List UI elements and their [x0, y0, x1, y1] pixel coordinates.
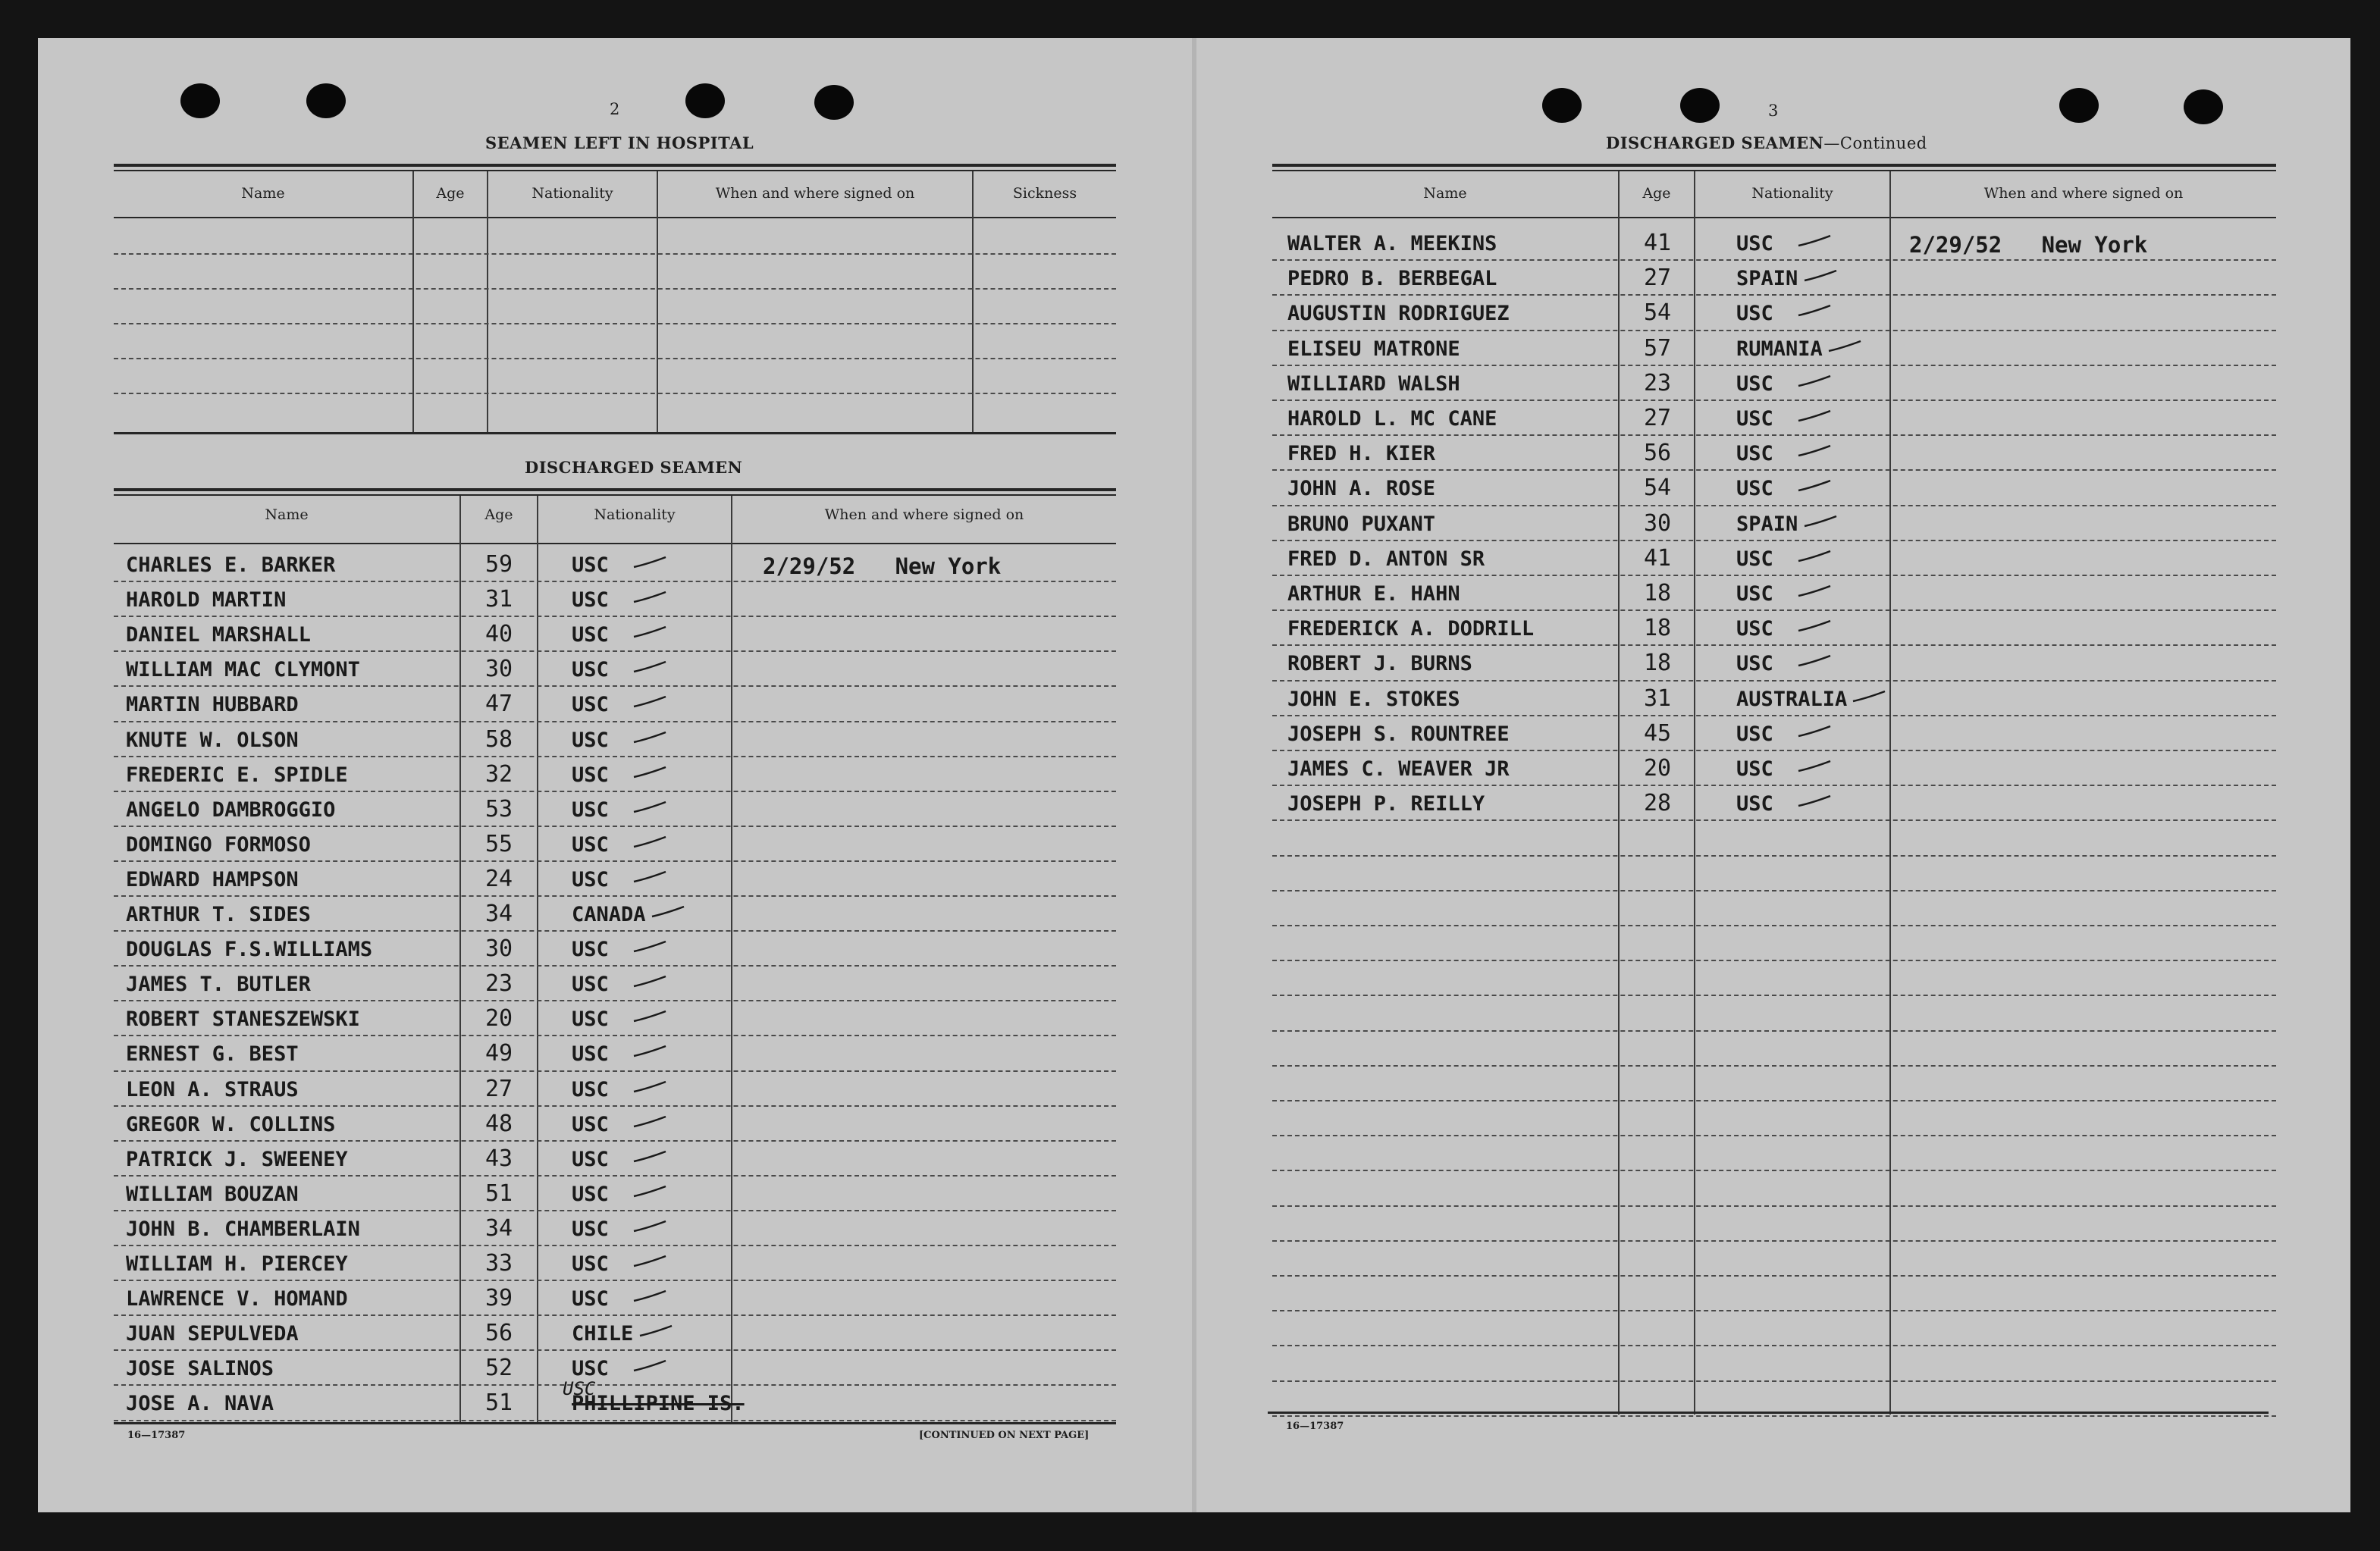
seaman-age: 51: [484, 1390, 513, 1417]
discharged-continued-title: [1606, 133, 1927, 152]
table-row: [114, 1038, 1116, 1071]
rule: [114, 1422, 1116, 1424]
seaman-age: 18: [1643, 650, 1672, 677]
seaman-nationality: USC: [572, 797, 609, 822]
table-row: [114, 724, 1116, 757]
check-mark-icon: [632, 1184, 667, 1199]
seaman-nationality: USC: [572, 832, 609, 857]
check-mark-icon: [632, 870, 667, 885]
seaman-name: FRED D. ANTON SR: [1287, 547, 1485, 571]
seaman-nationality: USC: [572, 763, 609, 787]
hospital-section-title: SEAMEN LEFT IN HOSPITAL: [485, 133, 754, 152]
table-row: [114, 759, 1116, 792]
table-row: [114, 653, 1116, 687]
seaman-nationality: USC: [1736, 442, 1773, 466]
seaman-age: 33: [484, 1250, 513, 1277]
table-row: [1272, 368, 2276, 401]
table-row: [114, 1352, 1116, 1386]
seaman-nationality: CANADA: [572, 903, 646, 926]
seaman-name: ROBERT STANESZEWSKI: [126, 1007, 360, 1032]
seaman-age: 31: [484, 586, 513, 613]
check-mark-icon: [632, 939, 667, 954]
punch-hole: [1542, 88, 1582, 123]
seaman-age: 32: [484, 760, 513, 788]
table-row: [114, 829, 1116, 862]
check-mark-icon: [1797, 443, 1832, 459]
seaman-name: JOHN B. CHAMBERLAIN: [126, 1217, 360, 1241]
seaman-name: JOSE SALINOS: [126, 1357, 274, 1381]
row-rule: [1272, 1275, 2276, 1277]
row-rule: [1272, 1205, 2276, 1207]
seaman-nationality: USC: [1736, 547, 1773, 571]
rule: [114, 432, 1116, 434]
seaman-age: 23: [1643, 369, 1672, 396]
row-rule: [1272, 1065, 2276, 1067]
seaman-age: 49: [484, 1040, 513, 1067]
seaman-nationality: RUMANIA: [1736, 337, 1823, 361]
rule: [1272, 217, 2276, 218]
seaman-nationality: USC: [572, 1287, 609, 1311]
seaman-name: FREDERIC E. SPIDLE: [126, 763, 348, 787]
check-mark-icon: [632, 590, 667, 605]
check-mark-icon: [1797, 303, 1832, 318]
rule: [114, 217, 1116, 218]
seaman-age: 34: [484, 1214, 513, 1242]
row-rule: [1272, 995, 2276, 996]
check-mark-icon: [1797, 584, 1832, 599]
seaman-name: LAWRENCE V. HOMAND: [126, 1287, 348, 1311]
seaman-name: JOSEPH P. REILLY: [1287, 792, 1485, 816]
seaman-nationality: USC: [572, 1147, 609, 1171]
table-row: [1272, 543, 2276, 576]
seaman-nationality: USC: [1736, 407, 1773, 431]
seaman-name: FREDERICK A. DODRILL: [1287, 617, 1535, 641]
punch-hole: [306, 83, 346, 118]
seaman-nationality: USC: [572, 1252, 609, 1276]
rule: [1268, 1412, 2269, 1414]
seaman-name: JAMES T. BUTLER: [126, 973, 311, 997]
table-row: [114, 1178, 1116, 1211]
handwritten-correction: USC: [563, 1378, 596, 1399]
seaman-name: PEDRO B. BERBEGAL: [1287, 267, 1497, 291]
table-row: [114, 584, 1116, 617]
row-rule: [114, 288, 1116, 290]
table-row: [1272, 437, 2276, 471]
table-row: [114, 1073, 1116, 1107]
table-row: [114, 1283, 1116, 1316]
seaman-name: MARTIN HUBBARD: [126, 693, 299, 717]
seaman-age: 31: [1643, 685, 1672, 712]
seaman-age: 34: [484, 901, 513, 927]
seaman-name: WILLIAM H. PIERCEY: [126, 1252, 348, 1276]
row-rule: [1272, 1170, 2276, 1171]
seaman-name: ARTHUR E. HAHN: [1287, 582, 1460, 606]
table-row: [1272, 403, 2276, 436]
check-mark-icon: [1803, 514, 1838, 529]
seaman-age: 48: [484, 1110, 513, 1137]
seaman-age: 20: [1643, 755, 1672, 782]
seaman-nationality: USC: [1736, 722, 1773, 746]
page-fold: [1192, 38, 1196, 1512]
check-mark-icon: [632, 730, 667, 745]
table-row: [1272, 718, 2276, 751]
seaman-name: HAROLD L. MC CANE: [1287, 407, 1497, 431]
page-number: 2: [610, 100, 620, 118]
seaman-name: JOSE A. NAVA: [126, 1392, 274, 1416]
seaman-nationality: PHILLIPINE IS.: [572, 1392, 745, 1416]
seaman-name: HAROLD MARTIN: [126, 588, 287, 613]
row-rule: [1272, 1345, 2276, 1346]
seaman-name: FRED H. KIER: [1287, 442, 1436, 466]
seaman-nationality: USC: [572, 623, 609, 647]
rule: [114, 543, 1116, 544]
punch-hole: [1680, 88, 1720, 123]
continued-note: [CONTINUED ON NEXT PAGE]: [919, 1430, 1090, 1441]
row-rule: [1272, 1310, 2276, 1311]
table-row: [1272, 472, 2276, 506]
seaman-nationality: SPAIN: [1736, 512, 1798, 536]
seaman-nationality: USC: [572, 588, 609, 613]
column-header-name: Name: [241, 185, 285, 202]
row-rule: [1272, 890, 2276, 891]
table-row: [1272, 578, 2276, 611]
seaman-nationality: USC: [1736, 371, 1773, 396]
rule: [1272, 170, 2276, 171]
table-row: [114, 933, 1116, 967]
seaman-name: JOHN A. ROSE: [1287, 477, 1436, 501]
seaman-nationality: USC: [1736, 302, 1773, 326]
row-rule: [1272, 1135, 2276, 1136]
check-mark-icon: [632, 1219, 667, 1234]
seaman-name: JOSEPH S. ROUNTREE: [1287, 722, 1510, 746]
row-rule: [1272, 1380, 2276, 1382]
check-mark-icon: [1797, 409, 1832, 424]
column-header-nationality: Nationality: [594, 506, 676, 523]
seaman-age: 55: [484, 830, 513, 857]
seaman-age: 23: [484, 970, 513, 998]
check-mark-icon: [1797, 549, 1832, 564]
seaman-nationality: USC: [572, 1042, 609, 1067]
seaman-nationality: USC: [1736, 792, 1773, 816]
table-row: [114, 549, 1116, 582]
seaman-age: 43: [484, 1145, 513, 1172]
seaman-age: 24: [484, 865, 513, 892]
check-mark-icon: [1797, 724, 1832, 739]
seaman-age: 53: [484, 795, 513, 822]
rule: [114, 170, 1116, 171]
row-rule: [1272, 1415, 2276, 1417]
seaman-name: WALTER A. MEEKINS: [1287, 232, 1497, 255]
check-mark-icon: [1797, 794, 1832, 809]
seaman-name: WILLIARD WALSH: [1287, 371, 1460, 396]
rule: [114, 494, 1116, 496]
punch-hole: [180, 83, 220, 118]
table-row: [1272, 753, 2276, 786]
check-mark-icon: [1797, 619, 1832, 634]
check-mark-icon: [1797, 478, 1832, 494]
seaman-age: 18: [1643, 580, 1672, 606]
table-row: [114, 898, 1116, 932]
punch-hole: [685, 83, 725, 118]
seaman-nationality: USC: [572, 728, 609, 752]
title-suffix: —Continued: [1823, 134, 1927, 152]
table-row: [1272, 333, 2276, 366]
column-header-signed-on: When and where signed on: [824, 506, 1024, 523]
seaman-age: 27: [1643, 265, 1672, 292]
row-rule: [1272, 855, 2276, 857]
seaman-age: 47: [484, 691, 513, 718]
column-header-age: Age: [436, 185, 465, 202]
seaman-age: 52: [484, 1355, 513, 1382]
seaman-nationality: USC: [572, 1357, 609, 1381]
table-row: [114, 1003, 1116, 1036]
seaman-nationality: SPAIN: [1736, 267, 1798, 291]
seaman-age: 58: [484, 725, 513, 753]
check-mark-icon: [632, 555, 667, 570]
page-number: 3: [1768, 102, 1779, 120]
seaman-nationality: USC: [572, 973, 609, 997]
seaman-age: 27: [1643, 405, 1672, 431]
check-mark-icon: [1797, 653, 1832, 669]
table-row: [114, 1143, 1116, 1177]
seaman-age: 30: [1643, 509, 1672, 537]
check-mark-icon: [1827, 339, 1862, 354]
seaman-name: BRUNO PUXANT: [1287, 512, 1436, 536]
seaman-age: 30: [484, 656, 513, 683]
check-mark-icon: [632, 1044, 667, 1059]
check-mark-icon: [632, 1254, 667, 1269]
row-rule: [1272, 925, 2276, 926]
row-rule: [114, 393, 1116, 394]
column-header-age: Age: [1642, 185, 1671, 202]
check-mark-icon: [1803, 268, 1838, 284]
punch-hole: [814, 85, 854, 120]
seaman-nationality: USC: [1736, 477, 1773, 501]
seaman-name: ROBERT J. BURNS: [1287, 652, 1472, 676]
check-mark-icon: [632, 765, 667, 780]
check-mark-icon: [632, 694, 667, 710]
row-rule: [114, 323, 1116, 324]
check-mark-icon: [632, 1289, 667, 1304]
punch-hole: [2184, 89, 2223, 124]
punch-hole: [2059, 88, 2099, 123]
column-header-nationality: Nationality: [1751, 185, 1833, 202]
seaman-age: 41: [1643, 230, 1672, 256]
seaman-nationality: USC: [572, 1112, 609, 1136]
check-mark-icon: [632, 625, 667, 640]
seaman-name: DOUGLAS F.S.WILLIAMS: [126, 938, 373, 962]
column-header-name: Name: [1423, 185, 1467, 202]
seaman-name: WILLIAM MAC CLYMONT: [126, 658, 360, 682]
check-mark-icon: [632, 1009, 667, 1024]
seaman-name: ARTHUR T. SIDES: [126, 903, 311, 926]
seaman-name: GREGOR W. COLLINS: [126, 1112, 336, 1136]
seaman-nationality: USC: [572, 867, 609, 891]
seaman-age: 30: [484, 935, 513, 963]
row-rule: [1272, 1240, 2276, 1242]
seaman-name: KNUTE W. OLSON: [126, 728, 299, 752]
column-header-nationality: Nationality: [532, 185, 613, 202]
table-row: [1272, 683, 2276, 716]
seaman-age: 56: [484, 1320, 513, 1347]
table-row: [1272, 297, 2276, 331]
table-row: [1272, 647, 2276, 681]
table-row: [114, 1318, 1116, 1351]
table-row: [114, 1248, 1116, 1281]
form-number: 16—17387: [127, 1430, 186, 1441]
table-row: [1272, 788, 2276, 821]
seaman-age: 56: [1643, 440, 1672, 467]
check-mark-icon: [632, 1358, 667, 1374]
seaman-nationality: USC: [1736, 757, 1773, 781]
seaman-nationality: USC: [1736, 617, 1773, 641]
seaman-age: 39: [484, 1285, 513, 1312]
seaman-age: 27: [484, 1075, 513, 1102]
check-mark-icon: [632, 1149, 667, 1164]
title-text: DISCHARGED SEAMEN: [1606, 133, 1824, 152]
seaman-age: 54: [1643, 475, 1672, 502]
seaman-nationality: USC: [572, 658, 609, 682]
check-mark-icon: [638, 1324, 673, 1339]
seaman-age: 20: [484, 1005, 513, 1032]
seaman-name: ANGELO DAMBROGGIO: [126, 797, 336, 822]
seaman-nationality: CHILE: [572, 1322, 634, 1346]
check-mark-icon: [632, 1079, 667, 1095]
table-row: [114, 1213, 1116, 1246]
check-mark-icon: [1797, 374, 1832, 389]
row-rule: [1272, 1030, 2276, 1032]
seaman-age: 41: [1643, 544, 1672, 572]
table-row: [114, 863, 1116, 897]
row-rule: [114, 358, 1116, 359]
seaman-nationality: USC: [572, 938, 609, 962]
seaman-nationality: USC: [572, 1182, 609, 1206]
check-mark-icon: [651, 904, 685, 920]
check-mark-icon: [632, 835, 667, 850]
seaman-age: 18: [1643, 615, 1672, 642]
seaman-name: ELISEU MATRONE: [1287, 337, 1460, 361]
check-mark-icon: [1797, 233, 1832, 249]
table-row: [114, 688, 1116, 722]
table-row: [114, 794, 1116, 827]
seaman-name: DANIEL MARSHALL: [126, 623, 311, 647]
seaman-nationality: USC: [572, 1217, 609, 1241]
table-row: [114, 1108, 1116, 1142]
check-mark-icon: [1852, 689, 1886, 704]
seaman-age: 45: [1643, 719, 1672, 747]
seaman-name: JOHN E. STOKES: [1287, 687, 1460, 711]
discharged-section-title: DISCHARGED SEAMEN: [525, 458, 743, 477]
seaman-nationality: USC: [1736, 232, 1773, 255]
seaman-age: 59: [484, 551, 513, 578]
row-rule: [1272, 1100, 2276, 1101]
seaman-nationality: USC: [572, 1077, 609, 1101]
check-mark-icon: [632, 974, 667, 989]
seaman-nationality: USC: [1736, 652, 1773, 676]
seaman-age: 40: [484, 621, 513, 648]
check-mark-icon: [632, 1114, 667, 1130]
check-mark-icon: [1797, 759, 1832, 774]
seaman-name: EDWARD HAMPSON: [126, 867, 299, 891]
table-row: [1272, 613, 2276, 646]
signed-on: 2/29/52 New York: [1909, 232, 2148, 258]
column-header-name: Name: [265, 506, 309, 523]
row-rule: [114, 253, 1116, 255]
seaman-age: 57: [1643, 334, 1672, 362]
seaman-age: 54: [1643, 299, 1672, 327]
table-row: [1272, 508, 2276, 541]
check-mark-icon: [632, 800, 667, 815]
seaman-nationality: USC: [572, 693, 609, 717]
seaman-nationality: USC: [572, 553, 609, 577]
column-header-sickness: Sickness: [1012, 185, 1077, 202]
row-rule: [1272, 960, 2276, 961]
seaman-age: 51: [484, 1180, 513, 1207]
column-header-signed-on: When and where signed on: [1983, 185, 2184, 202]
column-header-age: Age: [484, 506, 513, 523]
seaman-nationality: USC: [1736, 582, 1773, 606]
seaman-name: ERNEST G. BEST: [126, 1042, 299, 1067]
table-row: [1272, 262, 2276, 296]
seaman-name: JAMES C. WEAVER JR: [1287, 757, 1510, 781]
seaman-nationality: AUSTRALIA: [1736, 687, 1848, 711]
table-row: [114, 968, 1116, 1001]
seaman-name: CHARLES E. BARKER: [126, 553, 336, 577]
rule: [114, 164, 1116, 167]
seaman-name: LEON A. STRAUS: [126, 1077, 299, 1101]
table-row: [1272, 227, 2276, 261]
form-number: 16—17387: [1286, 1421, 1344, 1432]
seaman-name: AUGUSTIN RODRIGUEZ: [1287, 302, 1510, 326]
seaman-name: DOMINGO FORMOSO: [126, 832, 311, 857]
seaman-nationality: USC: [572, 1007, 609, 1032]
seaman-name: PATRICK J. SWEENEY: [126, 1147, 348, 1171]
signed-on: 2/29/52 New York: [763, 553, 1002, 579]
seaman-age: 28: [1643, 790, 1672, 817]
table-row: [114, 619, 1116, 652]
column-header-signed-on: When and where signed on: [715, 185, 915, 202]
rule: [1272, 164, 2276, 167]
check-mark-icon: [632, 660, 667, 675]
seaman-name: JUAN SEPULVEDA: [126, 1322, 299, 1346]
seaman-name: WILLIAM BOUZAN: [126, 1182, 299, 1206]
rule: [114, 488, 1116, 491]
table-row: [114, 1387, 1116, 1421]
